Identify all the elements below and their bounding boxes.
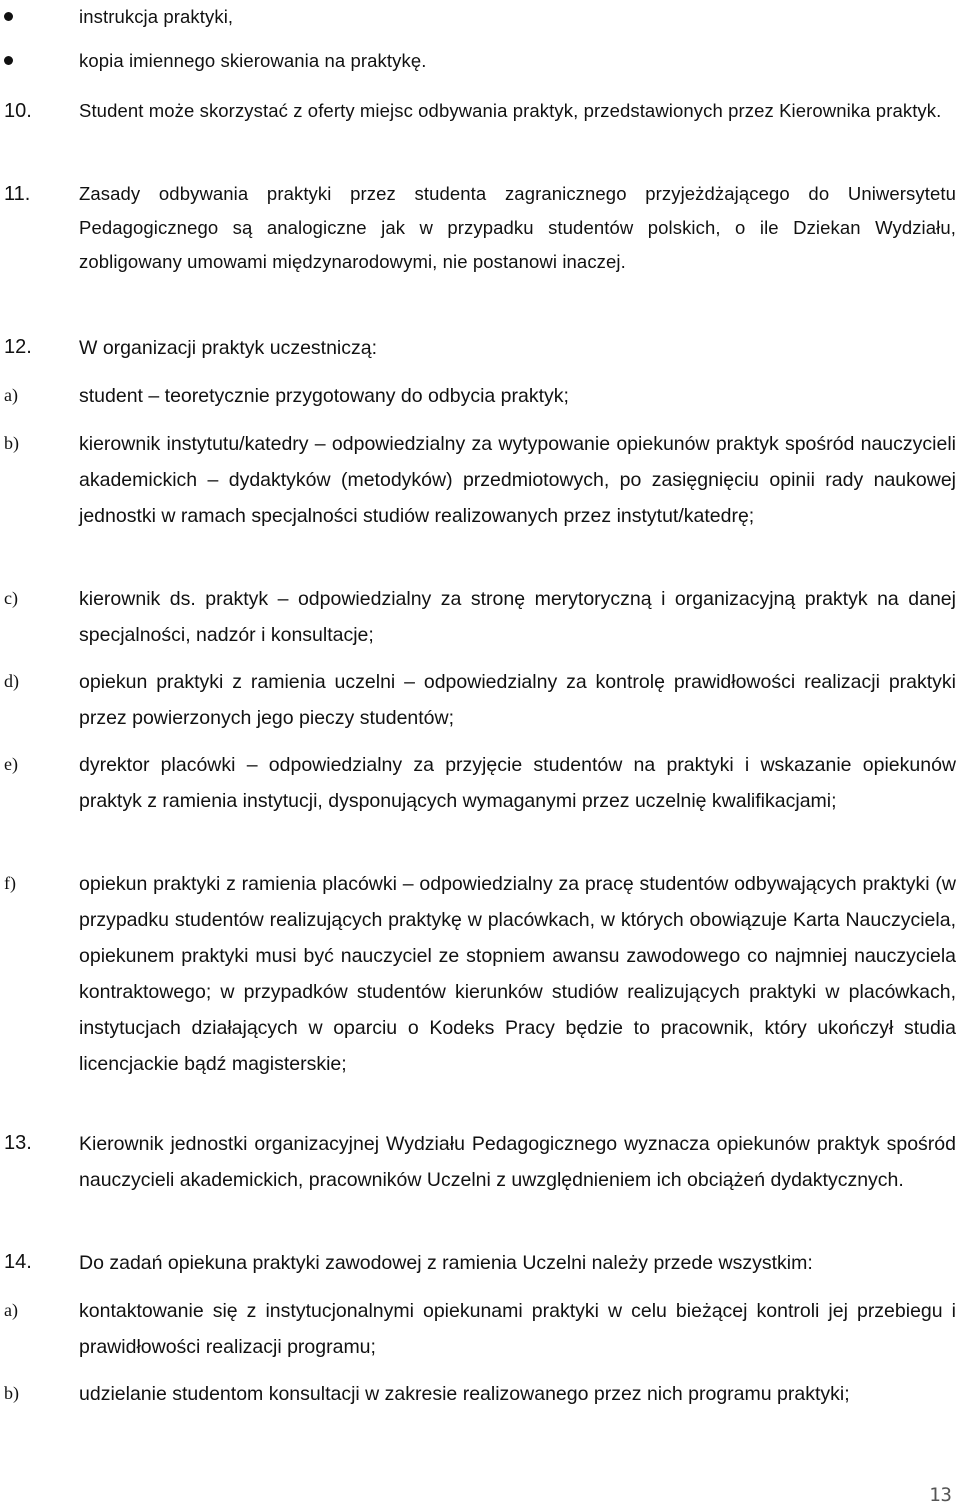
item-letter: a) [4,1300,18,1320]
item-text: opiekun praktyki z ramienia uczelni – odpowiedzialny za kontrolę prawidłowości realizacji praktyki przez powierzonych jego pieczy studentów; [79,671,956,729]
page-number: 13 [929,1484,952,1506]
point-number: 14. [4,1251,32,1273]
point-number: 12. [4,336,32,358]
item-text: dyrektor placówki – odpowiedzialny za przyjęcie studentów na praktyki i wskazanie opiekunów praktyk z ramienia instytucji, dysponujących wymaganymi przez uczelnię kwalifikacjami; [79,754,956,812]
item-text: udzielanie studentom konsultacji w zakresie realizowanego przez nich programu praktyki; [79,1383,850,1405]
point-text: Kierownik jednostki organizacyjnej Wydziału Pedagogicznego wyznacza opiekunów praktyk spośród nauczycieli akademickich, pracowników Uczelni z uwzględnieniem ich obciążeń dydaktycznych. [79,1133,956,1191]
point-text: W organizacji praktyk uczestniczą: [79,337,378,359]
item-letter: a) [4,385,18,405]
bullet-text: instrukcja praktyki, [79,6,234,27]
point-number: 11. [4,183,31,205]
bullet-icon [4,12,13,21]
point-number: 10. [4,100,32,122]
bullet-icon [4,56,13,65]
item-letter: e) [4,754,18,774]
point-text: Zasady odbywania praktyki przez studenta zagranicznego przyjeżdżającego do Uniwersytetu Pedagogicznego są analogiczne jak w przypadku studentów polskich, o ile Dziekan Wydziału, zobligowany umowami międzynarodowymi, nie postanowi inaczej. [79,183,956,272]
item-letter: d) [4,671,19,691]
item-text: kierownik instytutu/katedry – odpowiedzialny za wytypowanie opiekunów praktyk spośród nauczycieli akademickich – dydaktyków (metodyków) przedmiotowych, po zasięgnięciu opinii rady naukowej jednostki w ramach specjalności studiów realizowanych przez instytut/katedrę; [79,433,956,527]
item-letter: b) [4,433,19,453]
item-text: student – teoretycznie przygotowany do odbycia praktyk; [79,385,569,407]
item-letter: c) [4,588,18,608]
item-text: opiekun praktyki z ramienia placówki – odpowiedzialny za pracę studentów odbywających praktyki (w przypadku studentów realizujących praktykę w placówkach, w których obowiązuje Karta Nauczyciela, opiekunem praktyki musi być nauczyciel ze stopniem awansu zawodowego co najmniej nauczyciela kontraktowego; w przypadków studentów kierunków studiów realizujących praktyki w placówkach, instytucjach działających w oparciu o Kodeks Pracy będzie to pracownik, który ukończył studia licencjackie bądź magisterskie; [79,873,956,1075]
point-number: 13. [4,1132,32,1154]
point-text: Student może skorzystać z oferty miejsc odbywania praktyk, przedstawionych przez Kierownika praktyk. [79,100,942,121]
bullet-text: kopia imiennego skierowania na praktykę. [79,50,427,71]
item-text: kierownik ds. praktyk – odpowiedzialny za stronę merytoryczną i organizacyjną praktyk na danej specjalności, nadzór i konsultacje; [79,588,956,646]
point-text: Do zadań opiekuna praktyki zawodowej z ramienia Uczelni należy przede wszystkim: [79,1252,813,1274]
item-letter: b) [4,1383,19,1403]
item-letter: f) [4,873,16,893]
item-text: kontaktowanie się z instytucjonalnymi opiekunami praktyki w celu bieżącej kontroli jej przebiegu i prawidłowości realizacji programu; [79,1300,956,1358]
